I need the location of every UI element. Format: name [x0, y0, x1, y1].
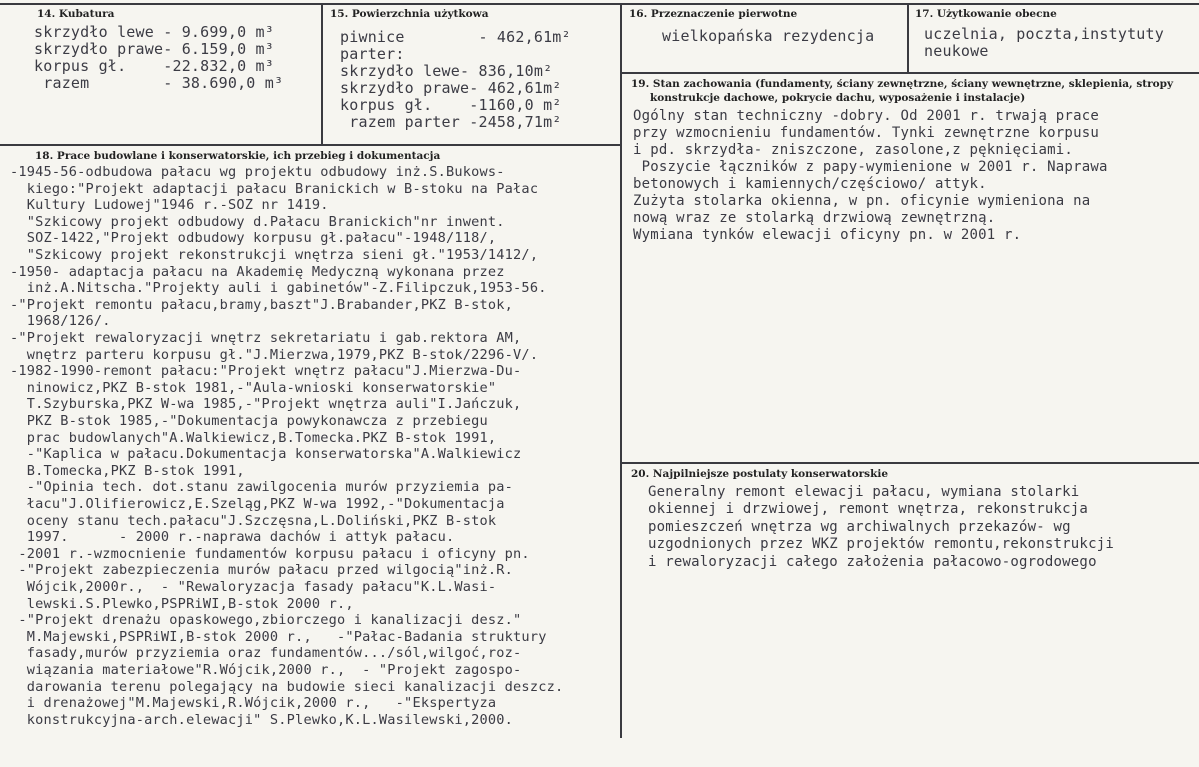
- section-19-header-line-1: 19. Stan zachowania (fundamenty, ściany zewnętrzne, ściany wewnętrzne, sklepienia, stropy: [631, 78, 1174, 90]
- section19-line: Poszycie łączników z papy-wymienione w 2001 r. Naprawa: [633, 159, 1108, 175]
- section18-line: wiązania materiałowe"R.Wójcik,2000 r., - "Projekt zagospo-: [10, 662, 522, 678]
- section-14-line-1: skrzydło lewe - 9.699,0 m³: [34, 23, 274, 41]
- section18-line: kiego:"Projekt adaptacji pałacu Branickich w B-stoku na Pałac: [10, 180, 539, 197]
- section18-line: -"Projekt zabezpieczenia murów pałacu przed wilgocią"inż.R.: [10, 562, 514, 579]
- section-20-header: 20. Najpilniejsze postulaty konserwatorskie: [631, 468, 889, 480]
- section-17-header: 17. Użytkowanie obecne: [915, 8, 1057, 20]
- section18-line: inż.A.Nitscha."Projekty auli i gabinetów"-Z.Filipczuk,1953-56.: [10, 280, 547, 297]
- divider-row1-19: [620, 72, 1199, 74]
- section18-line: 1997. - 2000 r.-naprawa dachów i attyk pałacu.: [10, 529, 455, 546]
- section19-line: i pd. skrzydła- zniszczone, zasolone,z pęknięciami.: [633, 142, 1074, 158]
- section20-line: uzgodnionych przez WKZ projektów remontu,rekonstrukcji: [648, 536, 1114, 553]
- section-14-line-4: razem - 38.690,0 m³: [34, 74, 284, 92]
- section18-line: -"Opinia tech. dot.stanu zawilgocenia murów przyziemia pa-: [10, 479, 514, 496]
- section18-line: -1945-56-odbudowa pałacu wg projektu odbudowy inż.S.Bukows-: [10, 164, 505, 180]
- section-16-value: wielkopańska rezydencja: [662, 27, 875, 45]
- divider-14-15: [321, 3, 323, 144]
- section18-line: -"Projekt remontu pałacu,bramy,baszt"J.Brabander,PKZ B-stok,: [10, 296, 514, 313]
- section-15-line-1: piwnice - 462,61m²: [340, 28, 571, 46]
- section19-line: Zużyta stolarka okienna, w pn. oficynie wymieniona na: [633, 193, 1091, 209]
- section18-line: Wójcik,2000r., - "Rewaloryzacja fasady pałacu"K.L.Wasi-: [10, 579, 497, 595]
- section18-line: wnętrz parteru korpusu gł."J.Mierzwa,1979,PKZ B-stok/2296-V/.: [10, 346, 539, 363]
- section18-line: -"Kaplica w pałacu.Dokumentacja konserwatorska"A.Walkiewicz: [10, 446, 522, 463]
- section18-line: Kultury Ludowej"1946 r.-SOZ nr 1419.: [10, 197, 329, 214]
- section18-line: 1968/126/.: [10, 313, 111, 330]
- divider-row1-18: [0, 144, 620, 146]
- section18-line: "Szkicowy projekt odbudowy d.Pałacu Branickich"nr inwent.: [10, 213, 505, 230]
- section18-line: konstrukcyjna-arch.elewacji" S.Plewko,K.L.Wasilewski,2000.: [10, 711, 514, 728]
- section18-line: -1982-1990-remont pałacu:"Projekt wnętrz pałacu"J.Mierzwa-Du-: [10, 363, 522, 380]
- section19-line: Ogólny stan techniczny -dobry. Od 2001 r. trwają prace: [633, 108, 1099, 124]
- top-border: [0, 3, 1199, 5]
- section-15-line-4: skrzydło prawe- 462,61m²: [340, 79, 562, 97]
- section19-line: przy wzmocnieniu fundamentów. Tynki zewnętrzne korpusu: [633, 125, 1099, 141]
- section18-line: i drenażowej"M.Majewski,R.Wójcik,2000 r., -"Ekspertyza: [10, 695, 497, 712]
- section20-line: pomieszczeń wnętrza wg archiwalnych przekazów- wg: [648, 518, 1071, 535]
- divider-left-right: [620, 3, 622, 738]
- section20-line: Generalny remont elewacji pałacu, wymiana stolarki: [648, 484, 1080, 500]
- section18-line: -"Projekt rewaloryzacji wnętrz sekretariatu i gab.rektora AM,: [10, 330, 522, 346]
- section18-line: ninowicz,PKZ B-stok 1981,-"Aula-wnioski konserwatorskie": [10, 379, 497, 396]
- section18-line: łacu"J.Olifierowicz,E.Szeląg,PKZ W-wa 1992,-"Dokumentacja: [10, 496, 505, 512]
- section-15-line-2: parter:: [340, 45, 405, 63]
- section-15-line-6: razem parter -2458,71m²: [340, 113, 562, 131]
- section18-line: T.Szyburska,PKZ W-wa 1985,-"Projekt wnętrza auli"I.Jańczuk,: [10, 396, 522, 413]
- section20-line: okiennej i drzwiowej, remont wnętrza, rekonstrukcja: [648, 501, 1089, 518]
- section19-line: nową wraz ze stolarką drzwiową zewnętrzną.: [633, 210, 996, 226]
- section18-line: "Szkicowy projekt rekonstrukcji wnętrza sieni gł."1953/1412/,: [10, 247, 539, 263]
- section-14-line-3: korpus gł. -22.832,0 m³: [34, 57, 274, 75]
- section-15-line-5: korpus gł. -1160,0 m²: [340, 96, 562, 114]
- section18-line: prac budowlanych"A.Walkiewicz,B.Tomecka.PKZ B-stok 1991,: [10, 429, 497, 446]
- section18-line: lewski.S.Plewko,PSPRiWI,B-stok 2000 r.,: [10, 595, 354, 612]
- section-14-header: 14. Kubatura: [37, 8, 115, 20]
- section-16-header: 16. Przeznaczenie pierwotne: [629, 8, 798, 20]
- section18-line: oceny stanu tech.pałacu"J.Szczęsna,L.Doliński,PKZ B-stok: [10, 512, 497, 529]
- divider-19-20: [620, 462, 1199, 464]
- section-15-line-3: skrzydło lewe- 836,10m²: [340, 62, 553, 80]
- section-19-header-line-2: konstrukcje dachowe, pokrycie dachu, wyposażenie i instalacje): [650, 92, 1026, 104]
- section-17-line-2: neukowe: [924, 42, 989, 60]
- divider-16-17: [907, 3, 909, 72]
- section18-line: M.Majewski,PSPRiWI,B-stok 2000 r., -"Pałac-Badania struktury: [10, 628, 547, 645]
- section-17-line-1: uczelnia, poczta,instytuty: [924, 25, 1164, 43]
- section18-line: darowania terenu polegający na budowie sieci kanalizacji deszcz.: [10, 678, 564, 695]
- section18-line: PKZ B-stok 1985,-"Dokumentacja powykonawcza z przebiegu: [10, 413, 488, 429]
- section-18-header: 18. Prace budowlane i konserwatorskie, ich przebieg i dokumentacja: [35, 150, 441, 162]
- section19-line: Wymiana tynków elewacji oficyny pn. w 2001 r.: [633, 227, 1022, 243]
- section18-line: -1950- adaptacja pałacu na Akademię Medyczną wykonana przez: [10, 263, 505, 280]
- section18-line: -"Projekt drenażu opaskowego,zbiorczego i kanalizacji desz.": [10, 612, 522, 629]
- section-14-line-2: skrzydło prawe- 6.159,0 m³: [34, 40, 274, 58]
- section19-line: betonowych i kamiennych/częściowo/ attyk.: [633, 176, 987, 192]
- section18-line: fasady,murów przyziemia oraz fundamentów.../sól,wilgoć,roz-: [10, 645, 522, 662]
- section18-line: SOZ-1422,"Projekt odbudowy korpusu gł.pałacu"-1948/118/,: [10, 230, 497, 247]
- section18-line: B.Tomecka,PKZ B-stok 1991,: [10, 462, 245, 479]
- section-15-header: 15. Powierzchnia użytkowa: [330, 8, 489, 20]
- section18-line: -2001 r.-wzmocnienie fundamentów korpusu pałacu i oficyny pn.: [10, 545, 530, 562]
- section20-line: i rewaloryzacji całego założenia pałacowo-ogrodowego: [648, 553, 1097, 570]
